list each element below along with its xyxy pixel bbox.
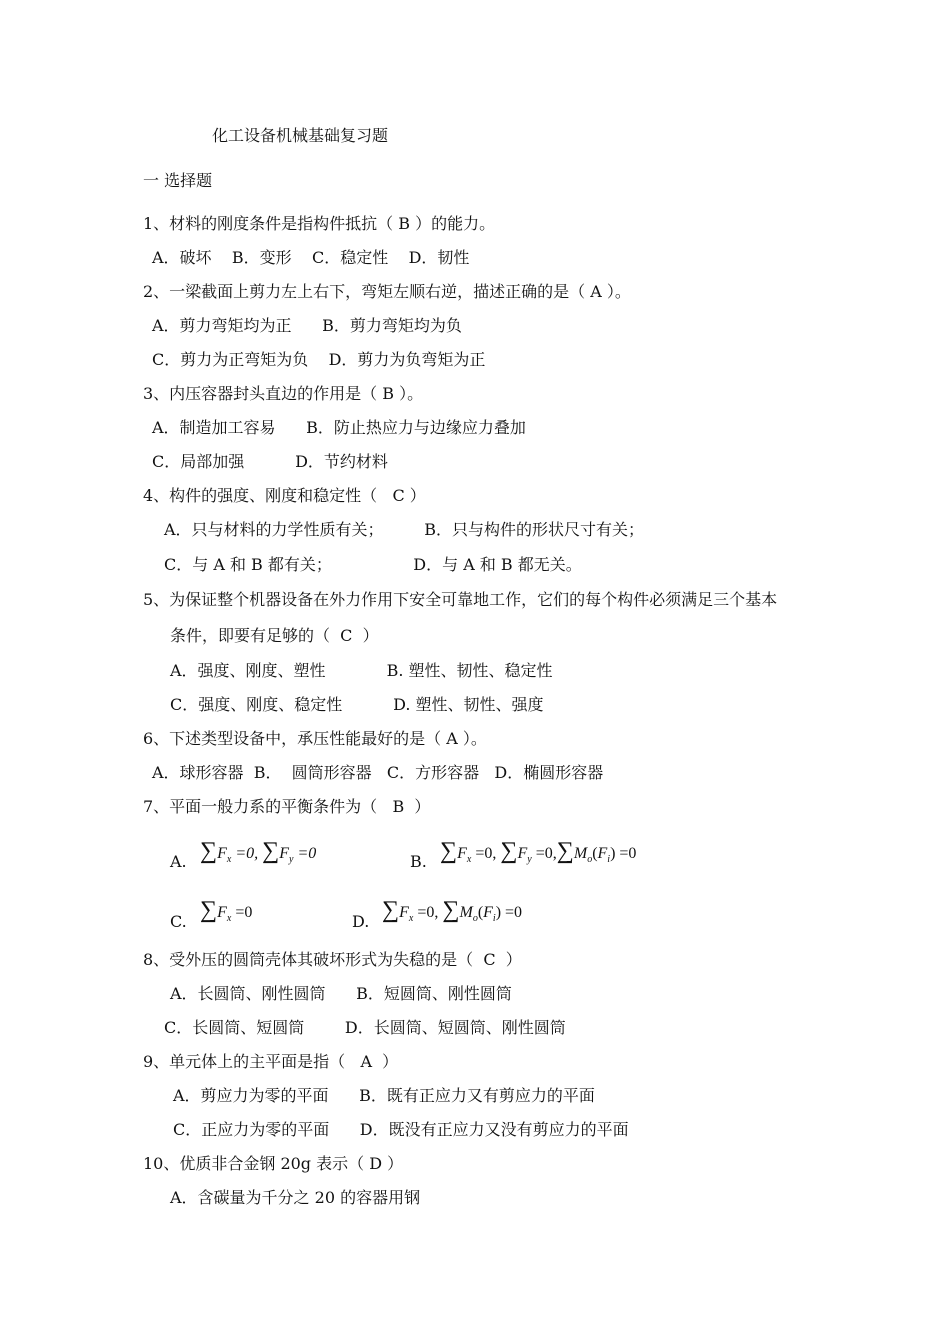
question-7: 7、平面一般力系的平衡条件为（ B ） [143,797,431,816]
question-1: 1、材料的刚度条件是指构件抵抗（ B ）的能力。 [143,214,496,233]
q8-options-cd: C．长圆筒、短圆筒 D．长圆筒、短圆筒、刚性圆筒 [164,1018,566,1037]
q7-formula-a: $\sum F_x =0$, $\sum F_y =0$ [200,838,317,865]
q4-options-cd: C．与 A 和 B 都有关； D．与 A 和 B 都无关。 [164,555,582,574]
q7-option-d-label: D. [352,912,370,931]
q8-options-ab: A．长圆筒、刚性圆筒 B．短圆筒、刚性圆筒 [170,984,512,1003]
question-8: 8、受外压的圆筒壳体其破坏形式为失稳的是（ C ） [143,950,522,969]
q7-option-c-label: C. [170,912,187,931]
question-10: 10、优质非合金钢 20g 表示（ D ） [143,1154,404,1173]
question-2: 2、一梁截面上剪力左上右下，弯矩左顺右逆，描述正确的是（ A ）。 [143,282,631,301]
q1-options: A．破坏 B．变形 C．稳定性 D．韧性 [152,248,470,267]
q9-options-cd: C．正应力为零的平面 D．既没有正应力又没有剪应力的平面 [173,1120,629,1139]
q5-options-ab: A．强度、刚度、塑性 B. 塑性、韧性、稳定性 [170,661,553,680]
question-5-cont: 条件，即要有足够的（ C ） [170,626,379,645]
q3-options-cd: C．局部加强 D．节约材料 [152,452,388,471]
q7-option-a-label: A. [170,852,187,871]
q5-options-cd: C．强度、刚度、稳定性 D. 塑性、韧性、强度 [170,695,544,714]
q10-option-a: A．含碳量为千分之 20 的容器用钢 [170,1188,421,1207]
q7-option-b-label: B. [410,852,427,871]
q4-options-ab: A．只与材料的力学性质有关； B．只与构件的形状尺寸有关； [164,520,645,539]
q9-options-ab: A．剪应力为零的平面 B．既有正应力又有剪应力的平面 [173,1086,595,1105]
q6-options: A．球形容器 B． 圆筒形容器 C．方形容器 D．椭圆形容器 [152,763,604,782]
section-heading: 一 选择题 [143,171,213,190]
question-4: 4、构件的强度、刚度和稳定性（ C ） [143,486,426,505]
q7-formula-d: $\sum F_x =0$, $\sum M_o(F_i) =0$ [382,897,523,924]
q7-formula-b: $\sum F_x =0$, $\sum F_y =0,\sum M_o(F_i) =0$ [440,838,637,865]
q3-options-ab: A．制造加工容易 B．防止热应力与边缘应力叠加 [152,418,526,437]
question-3: 3、内压容器封头直边的作用是（ B ）。 [143,384,424,403]
question-9: 9、单元体上的主平面是指（ A ） [143,1052,399,1071]
question-6: 6、下述类型设备中，承压性能最好的是（ A ）。 [143,729,487,748]
q7-formula-c: $\sum F_x =0$ [200,897,253,924]
page-title: 化工设备机械基础复习题 [212,126,389,145]
q2-options-cd: C．剪力为正弯矩为负 D．剪力为负弯矩为正 [152,350,486,369]
question-5: 5、为保证整个机器设备在外力作用下安全可靠地工作，它们的每个构件必须满足三个基本 [143,590,778,609]
q2-options-ab: A．剪力弯矩均为正 B．剪力弯矩均为负 [152,316,462,335]
